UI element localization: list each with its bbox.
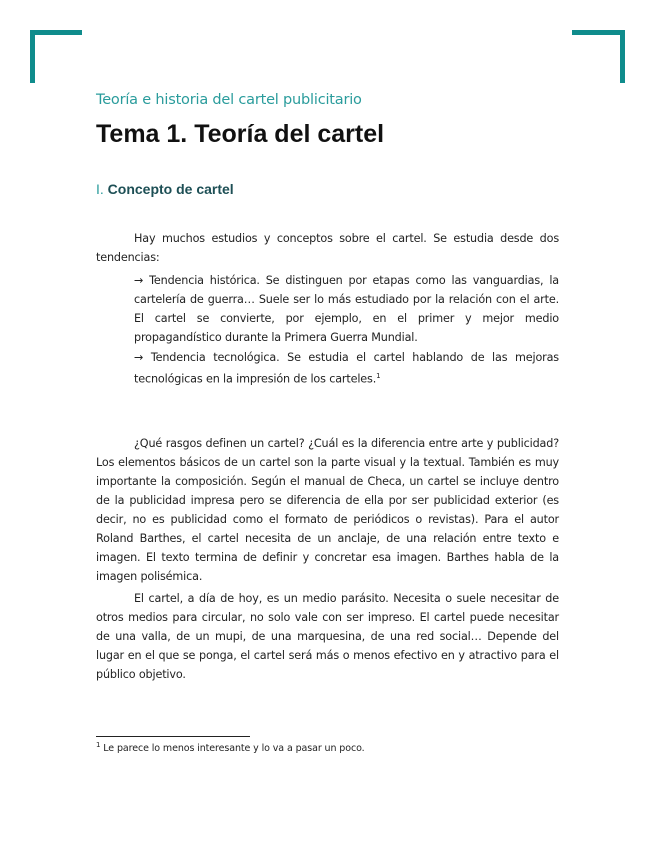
bullet-text: → Tendencia tecnológica. Se estudia el cartel hablando de las mejoras tecnológicas en la impresión de los carteles.: [134, 351, 559, 386]
course-subtitle: Teoría e historia del cartel publicitario: [96, 92, 362, 108]
bullet-tecnologica: [134, 348, 559, 389]
footnote-divider: [96, 736, 250, 737]
footnote-ref[interactable]: 1: [376, 372, 381, 380]
paragraph-parasito: El cartel, a día de hoy, es un medio parásito. Necesita o suele necesitar de otros medios para circular, no solo vale con ser impreso. El cartel puede necesitar de una valla, de un mupi, de una marquesina, de una red social… Depende del lugar en el que se ponga, el cartel será más o menos efectivo en y atractivo para el público objetivo.: [96, 592, 559, 681]
corner-mark-left-h: [30, 30, 82, 35]
section-heading: [96, 181, 234, 197]
corner-mark-right-v: [620, 30, 625, 83]
paragraph-rasgos: ¿Qué rasgos definen un cartel? ¿Cuál es la diferencia entre arte y publicidad? Los elementos básicos de un cartel son la parte visual y la textual. También es muy importante la composición. Según el manual de Checa, un cartel se incluye dentro de la publicidad impresa pero se diferencia de ella por ser publicidad exterior (es decir, no es publicidad como el formato de periódicos o revistas). Para el autor Roland Barthes, el cartel necesita de un anclaje, de una relación entre texto e imagen. El texto termina de definir y concretar esa imagen. Barthes habla de la imagen polisémica.: [96, 437, 559, 583]
footnote-number: 1: [96, 741, 101, 749]
section-title: Concepto de cartel: [107, 181, 234, 197]
section-number: I.: [96, 181, 104, 197]
paragraph-intro: Hay muchos estudios y conceptos sobre el cartel. Se estudia desde dos tendencias:: [96, 232, 559, 264]
footnote: [96, 741, 365, 754]
footnote-text: Le parece lo menos interesante y lo va a pasar un poco.: [100, 743, 365, 755]
bullet-historica: → Tendencia histórica. Se distinguen por etapas como las vanguardias, la cartelería de guerra… Suele ser lo más estudiado por la relación con el arte. El cartel se convierte, por ejemplo, en el primer y mejor medio propagandístico durante la Primera Guerra Mundial.: [134, 274, 559, 344]
corner-mark-left-v: [30, 30, 35, 83]
corner-mark-right-h: [572, 30, 625, 35]
page-title: Tema 1. Teoría del cartel: [96, 120, 385, 148]
